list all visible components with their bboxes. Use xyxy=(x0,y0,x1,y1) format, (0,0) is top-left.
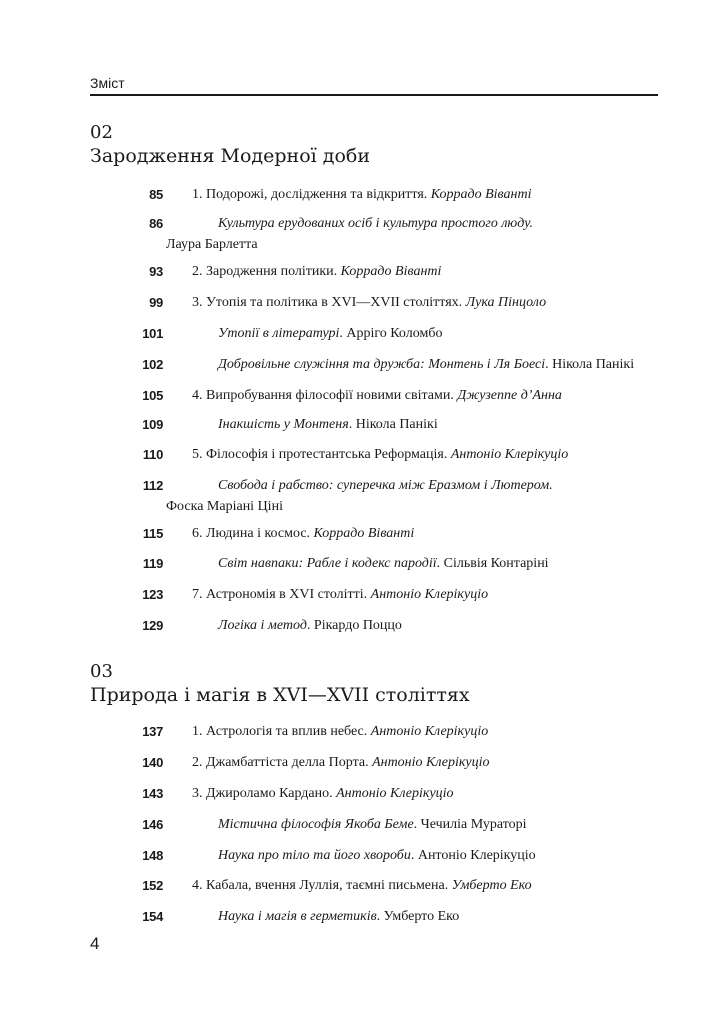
entry-page: 152 xyxy=(142,878,163,893)
entry-page: 140 xyxy=(142,755,163,770)
entry-author: . Чечиліа Мураторі xyxy=(413,817,527,832)
entry-author: Фоска Маріані Ціні xyxy=(166,499,283,514)
entry-title: Логіка і метод xyxy=(218,618,307,633)
entry-author: . Рікардо Поццо xyxy=(306,618,402,633)
entry-page: 99 xyxy=(149,295,163,310)
entry-page: 143 xyxy=(142,786,163,801)
entry-page: 115 xyxy=(142,526,163,541)
entry-page: 112 xyxy=(142,478,163,493)
entry-author: Коррадо Віванті xyxy=(340,264,442,279)
entry-author: Антоніо Клерікуціо xyxy=(370,724,489,739)
entry-page: 85 xyxy=(149,187,163,202)
entry-title: Інакшість у Монтеня xyxy=(218,417,349,432)
entry-page: 110 xyxy=(142,447,163,462)
entry-page: 105 xyxy=(142,388,163,403)
entry-title: 2. Зародження політики. xyxy=(192,264,341,279)
entry-author: Антоніо Клерікуціо xyxy=(450,447,569,462)
entry-title: 1. Подорожі, дослідження та відкриття. xyxy=(192,187,431,202)
entry-author: Антоніо Клерікуціо xyxy=(372,755,490,770)
entry-title: 7. Астрономія в XVI столітті. xyxy=(192,587,371,602)
entry-title: Містична філософія Якоба Беме xyxy=(218,817,414,832)
entry-page: 148 xyxy=(142,848,163,863)
entry-title: 3. Утопія та політика в XVI—XVII століттях. xyxy=(192,295,466,310)
entry-author: Лука Пінцоло xyxy=(465,295,547,310)
entry-author: . Сільвія Контаріні xyxy=(436,556,549,571)
entry-title: Добровільне служіння та дружба: Монтень і Ля Боесі xyxy=(218,357,546,372)
entry-page: 129 xyxy=(142,618,163,633)
section-number: 03 xyxy=(90,661,113,682)
entry-title: 2. Джамбаттіста делла Порта. xyxy=(192,755,373,770)
header-title: Зміст xyxy=(90,75,125,91)
entry-author: . Нікола Панікі xyxy=(348,417,438,432)
section-03 xyxy=(90,661,658,931)
section-number: 02 xyxy=(90,122,113,143)
entry-author: Умберто Еко xyxy=(451,878,532,893)
entry-page: 154 xyxy=(142,909,163,924)
entry-page: 86 xyxy=(149,216,163,231)
section-title: Природа і магія в XVI—XVII століттях xyxy=(90,684,470,706)
entry-title: 4. Кабала, вчення Луллія, таємні письмена. xyxy=(192,878,452,893)
entry-author: Коррадо Віванті xyxy=(313,526,415,541)
entry-page: 109 xyxy=(142,417,163,432)
entry-author: . Антоніо Клерікуціо xyxy=(410,848,536,863)
entry-author: Джузеппе д’Анна xyxy=(457,388,562,403)
entry-title: Утопії в літературі xyxy=(218,326,340,341)
entry-title: 6. Людина і космос. xyxy=(192,526,314,541)
entry-page: 93 xyxy=(149,264,163,279)
entry-page: 102 xyxy=(142,357,163,372)
running-header xyxy=(90,75,658,95)
entry-page: 119 xyxy=(142,556,163,571)
entry-author: . Умберто Еко xyxy=(376,909,460,924)
section-02 xyxy=(90,122,658,647)
entry-author: Лаура Барлетта xyxy=(166,237,258,252)
entry-title: Культура ерудованих осіб і культура простого люду. xyxy=(218,216,534,231)
entry-title: 3. Джироламо Кардано. xyxy=(192,786,337,801)
entry-author: Антоніо Клерікуціо xyxy=(336,786,454,801)
entry-author: Антоніо Клерікуціо xyxy=(370,587,489,602)
entry-page: 101 xyxy=(142,326,163,341)
entry-title: Світ навпаки: Рабле і кодекс пародії xyxy=(218,556,437,571)
entry-author: Коррадо Віванті xyxy=(430,187,532,202)
entry-author: . Нікола Панікі xyxy=(545,357,635,372)
entry-title: Наука про тіло та його хвороби xyxy=(218,848,411,863)
entry-author: . Арріго Коломбо xyxy=(339,326,443,341)
entry-page: 137 xyxy=(142,724,163,739)
page-number: 4 xyxy=(90,934,100,953)
entry-page: 146 xyxy=(142,817,163,832)
header-rule xyxy=(90,94,658,96)
entry-title: Свобода і рабство: суперечка між Еразмом і Лютером. xyxy=(218,478,553,493)
entry-title: 1. Астрологія та вплив небес. xyxy=(192,724,371,739)
entry-title: Наука і магія в герметиків xyxy=(218,909,377,924)
entry-title: 5. Філософія і протестантська Реформація. xyxy=(192,447,451,462)
entry-page: 123 xyxy=(142,587,163,602)
entry-title: 4. Випробування філософії новими світами. xyxy=(192,388,458,403)
section-title: Зародження Модерної доби xyxy=(90,145,370,167)
